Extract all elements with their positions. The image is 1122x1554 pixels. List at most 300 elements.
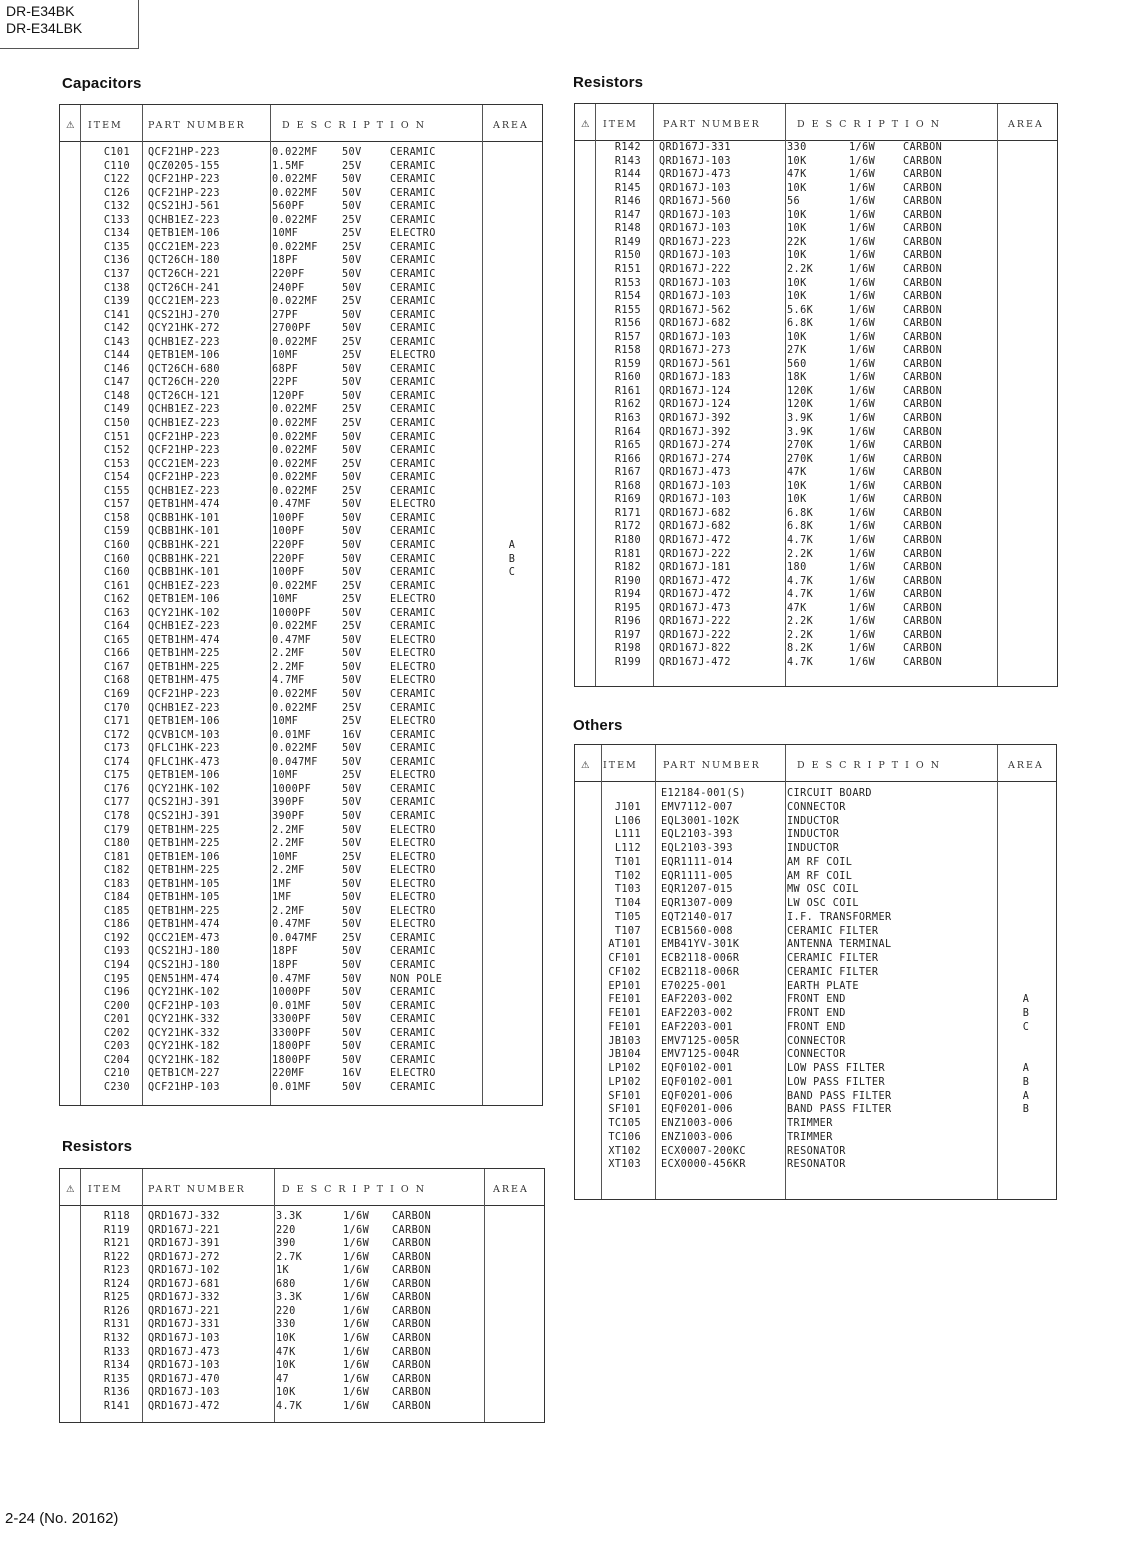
table-header [575,745,1056,782]
area-header: AREA [1008,119,1044,130]
value-cell: 10K [787,209,807,221]
part-number-cell: QCF21HP-223 [148,174,220,186]
description-cell: INDUCTOR [787,829,840,841]
value-cell: 2.2MF [272,838,305,850]
item-cell: JB103 [608,1035,641,1047]
value-cell: 10MF [272,716,299,728]
type-cell: CERAMIC [390,241,436,253]
item-cell: C172 [103,729,130,741]
type-cell: CERAMIC [390,255,436,267]
item-cell: L112 [614,843,641,854]
rating-cell: 1/6W [343,1346,370,1358]
rating-cell: 25V [342,160,362,172]
table-row [60,1237,544,1250]
value-cell: 2.2MF [272,865,305,877]
value-cell: 0.047MF [272,932,318,944]
rating-cell: 25V [342,458,362,470]
table-row [575,277,1057,290]
table-row [575,249,1057,262]
item-cell: R121 [103,1238,130,1250]
item-cell: C149 [103,404,130,416]
table-row [60,1081,542,1094]
rating-cell: 1/6W [849,562,876,574]
part-number-cell: E70225-001 [661,980,727,992]
type-cell: CERAMIC [390,932,436,944]
table-row [60,200,542,213]
value-cell: 68PF [272,363,299,375]
item-cell: C143 [103,336,130,348]
type-cell: CARBON [903,521,943,533]
item-cell: LP102 [608,1076,641,1088]
rating-cell: 50V [342,648,362,660]
value-cell: 4.7K [787,589,814,601]
type-cell: CARBON [903,480,943,492]
part-number-cell: QRD167J-472 [148,1400,220,1412]
type-cell: ELECTRO [390,892,436,904]
part-number-cell: QRD167J-103 [659,291,731,303]
model-name-1: DR-E34BK [6,3,75,19]
type-cell: CARBON [903,331,943,343]
area-cell: A [508,539,516,551]
type-cell: CERAMIC [390,1027,436,1039]
table-row [60,932,542,945]
description-cell: BAND PASS FILTER [787,1090,892,1102]
value-cell: 100PF [272,567,305,579]
description-cell: RESONATOR [787,1159,846,1171]
type-cell: ELECTRO [390,824,436,836]
table-row [60,864,542,877]
part-number-cell: QCT26CH-121 [148,390,220,402]
value-cell: 0.022MF [272,187,318,199]
table-row [575,1048,1056,1061]
table-row [575,168,1057,181]
description-cell: I.F. TRANSFORMER [787,911,892,923]
type-cell: CARBON [903,548,943,560]
description-cell: CONNECTOR [787,801,846,813]
part-number-cell: QRD167J-103 [148,1387,220,1399]
item-cell: R194 [614,589,641,601]
rating-cell: 1/6W [343,1387,370,1399]
table-row [575,412,1057,425]
value-cell: 0.022MF [272,743,318,755]
part-number-cell: QETB1HM-225 [148,648,220,660]
part-number-cell: EAF2203-001 [661,1021,733,1033]
item-cell: C148 [103,390,130,402]
description-cell: ANTENNA TERMINAL [787,939,892,951]
item-cell: FE101 [608,1021,641,1033]
type-cell: ELECTRO [390,905,436,917]
value-cell: 10K [787,250,807,262]
table-row [60,1346,544,1359]
rating-cell: 25V [342,296,362,308]
description-header: D E S C R I P T I O N [282,120,427,131]
part-number-cell: QRD167J-472 [659,534,731,546]
value-cell: 47K [787,467,807,479]
value-cell: 56 [787,196,801,208]
table-row [575,1145,1056,1158]
part-number-cell: QRD167J-391 [148,1238,220,1250]
rating-cell: 50V [342,987,362,999]
value-cell: 0.047MF [272,756,318,768]
item-cell: R163 [614,413,641,424]
item-cell: C179 [103,824,130,836]
part-number-cell: QCC21EM-223 [148,241,220,253]
description-cell: LOW PASS FILTER [787,1076,886,1088]
type-cell: CARBON [903,318,943,330]
table-row [60,661,542,674]
table-row [575,656,1057,669]
rating-cell: 1/6W [343,1400,370,1412]
item-cell: R198 [614,643,641,655]
rating-cell: 25V [342,851,362,863]
item-cell: R148 [614,223,641,235]
item-cell: R165 [614,440,641,452]
value-cell: 2.2MF [272,648,305,660]
others-title: Others [573,717,623,734]
rating-cell: 1/6W [849,453,876,465]
table-row [60,390,542,403]
rating-cell: 25V [342,580,362,592]
item-cell: JB104 [608,1049,641,1061]
table-row [575,1158,1056,1171]
item-cell: R134 [103,1360,130,1372]
table-row [575,344,1057,357]
value-cell: 2.2MF [272,661,305,673]
part-number-cell: QCF21HP-223 [148,445,220,457]
item-cell: R118 [103,1211,130,1222]
type-cell: CARBON [903,263,943,275]
table-row [60,403,542,416]
part-number-cell: QRD167J-103 [659,250,731,262]
type-cell: CERAMIC [390,377,436,389]
type-cell: CERAMIC [390,987,436,999]
item-cell: C194 [103,960,130,971]
part-number-cell: QCBB1HK-221 [148,539,220,551]
item-cell: T101 [614,856,641,868]
rating-cell: 1/6W [849,209,876,221]
model-name-box [0,0,139,49]
value-cell: 0.022MF [272,147,318,158]
rating-cell: 1/6W [849,589,876,601]
item-cell: T107 [614,925,641,937]
value-cell: 0.022MF [272,702,318,714]
value-cell: 10K [276,1360,296,1372]
rating-cell: 1/6W [849,331,876,343]
item-cell: C181 [103,851,130,863]
item-cell: R190 [614,575,641,587]
part-number-cell: QETB1HM-474 [148,634,220,646]
item-cell: R156 [614,318,641,330]
part-number-cell: QETB1EM-106 [148,851,220,863]
value-cell: 10MF [272,770,299,782]
part-number-cell: QETB1EM-106 [148,594,220,606]
table-row [60,796,542,809]
item-cell: R155 [614,304,641,316]
value-cell: 10MF [272,228,299,240]
part-number-cell: QCF21HP-223 [148,689,220,700]
part-number-cell: QCT26CH-241 [148,282,220,294]
description-cell: FRONT END [787,1008,846,1019]
value-cell: 0.022MF [272,336,318,348]
table-row [60,282,542,295]
type-cell: CERAMIC [390,960,436,971]
value-cell: 10K [787,223,807,235]
part-number-cell: QRD167J-102 [148,1265,220,1277]
value-cell: 220PF [272,268,305,280]
table-row [575,870,1056,883]
rating-cell: 50V [342,634,362,646]
part-number-cell: QCBB1HK-101 [148,512,220,524]
part-number-cell: QETB1EM-106 [148,716,220,728]
table-row [575,828,1056,841]
value-cell: 1.5MF [272,160,305,172]
value-cell: 3300PF [272,1027,312,1039]
item-cell: C192 [103,932,130,944]
part-number-cell: QETB1CM-227 [148,1068,220,1080]
description-header: D E S C R I P T I O N [282,1184,427,1195]
item-cell: C147 [103,377,130,389]
part-number-cell: QRD167J-682 [659,318,731,330]
item-cell: C154 [103,472,130,484]
type-cell: CERAMIC [390,431,436,443]
type-cell: CERAMIC [390,214,436,226]
table-row [60,1373,544,1386]
table-row [60,891,542,904]
item-cell: TC105 [608,1118,641,1129]
rating-cell: 50V [342,255,362,267]
table-row [60,227,542,240]
value-cell: 0.47MF [272,919,312,931]
type-cell: CARBON [903,385,943,397]
item-cell: C162 [103,594,130,606]
part-number-cell: QCY21HK-102 [148,607,220,619]
type-cell: CERAMIC [390,607,436,619]
item-cell: R144 [614,169,641,181]
table-row [575,222,1057,235]
resistors-right-table [574,103,1058,687]
rating-cell: 1/6W [849,426,876,438]
item-cell: C157 [103,499,130,511]
item-cell: C158 [103,512,130,524]
table-row [575,1035,1056,1048]
type-cell: CARBON [903,196,943,208]
part-number-cell: QCC21EM-223 [148,458,220,470]
value-cell: 18K [787,372,807,384]
type-cell: CERAMIC [390,512,436,524]
type-cell: CERAMIC [390,1000,436,1012]
table-row [60,1067,542,1080]
item-cell: R146 [614,196,641,208]
table-row [60,214,542,227]
type-cell: ELECTRO [390,675,436,687]
type-cell: ELECTRO [390,865,436,877]
value-cell: 3300PF [272,1014,312,1026]
item-cell: XT103 [608,1159,641,1171]
rating-cell: 25V [342,404,362,416]
table-row [60,417,542,430]
value-cell: 0.022MF [272,445,318,457]
item-cell: C210 [103,1068,130,1080]
table-row [60,1332,544,1345]
description-cell: MW OSC COIL [787,884,859,896]
type-cell: CARBON [903,358,943,370]
type-cell: CARBON [903,236,943,248]
type-cell: CARBON [392,1387,432,1399]
type-cell: ELECTRO [390,634,436,646]
type-cell: CARBON [903,602,943,614]
type-cell: ELECTRO [390,228,436,240]
part-number-cell: QRD167J-223 [659,236,731,248]
rating-cell: 1/6W [849,440,876,452]
part-number-cell: QRD167J-273 [659,345,731,357]
type-cell: CARBON [392,1373,432,1385]
part-number-cell: QCY21HK-332 [148,1014,220,1026]
rating-cell: 50V [342,919,362,931]
rating-cell: 25V [342,932,362,944]
part-number-cell: QETB1HM-474 [148,499,220,511]
part-number-cell: QRD167J-473 [659,467,731,479]
item-cell: C185 [103,905,130,917]
rating-cell: 50V [342,377,362,389]
part-number-cell: QCBB1HK-101 [148,526,220,538]
mark-icon: ⚠ [66,1184,77,1195]
part-number-cell: EQR1307-009 [661,898,733,909]
model-name-2: DR-E34LBK [6,20,83,36]
rating-cell: 1/6W [849,277,876,289]
item-cell: FE101 [608,1008,641,1019]
part-number-cell: QRD167J-103 [659,480,731,492]
part-number-cell: QRD167J-472 [659,656,731,668]
item-cell: R169 [614,494,641,506]
rating-cell: 50V [342,539,362,551]
item-cell: C203 [103,1041,130,1053]
part-number-cell: EQF0201-006 [661,1104,733,1116]
table-row [60,485,542,498]
part-number-cell: EMB41YV-301K [661,939,740,951]
value-cell: 6.8K [787,521,814,533]
value-cell: 0.022MF [272,431,318,443]
item-header: ITEM [603,119,638,130]
table-row [60,959,542,972]
type-cell: CARBON [903,656,943,668]
table-row [60,1040,542,1053]
rating-cell: 25V [342,214,362,226]
table-row [575,385,1057,398]
capacitors-table [59,104,543,1106]
table-row [60,878,542,891]
value-cell: 1800PF [272,1041,312,1053]
part-number-cell: QRD167J-561 [659,358,731,370]
item-cell: C177 [103,797,130,809]
value-cell: 10K [787,480,807,492]
value-cell: 47 [276,1373,290,1385]
type-cell: CERAMIC [390,702,436,714]
part-number-cell: QRD167J-181 [659,562,731,574]
table-row [575,398,1057,411]
item-cell: R126 [103,1305,130,1317]
part-number-cell: QCHB1EZ-223 [148,485,220,497]
value-cell: 2.2MF [272,905,305,917]
value-cell: 0.01MF [272,729,312,741]
type-cell: CERAMIC [390,323,436,335]
table-row [60,295,542,308]
type-cell: CERAMIC [390,363,436,375]
rating-cell: 16V [342,729,362,741]
rating-cell: 25V [342,770,362,782]
value-cell: 120K [787,399,814,411]
value-cell: 0.022MF [272,174,318,186]
item-cell: C144 [103,350,130,362]
area-cell: C [508,567,516,579]
value-cell: 6.8K [787,507,814,519]
value-cell: 270K [787,453,814,465]
value-cell: 220PF [272,539,305,551]
table-header [60,105,542,142]
table-row [60,851,542,864]
value-cell: 1000PF [272,607,312,619]
table-row [575,1131,1056,1144]
part-number-cell: QCY21HK-332 [148,1027,220,1039]
part-number-cell: QETB1EM-106 [148,350,220,362]
part-number-cell: QETB1HM-225 [148,865,220,877]
item-cell: C122 [103,174,130,186]
description-cell: EARTH PLATE [787,980,859,992]
rating-cell: 50V [342,553,362,565]
rating-cell: 50V [342,201,362,213]
rating-cell: 50V [342,282,362,294]
type-cell: CARBON [903,345,943,357]
type-cell: CARBON [903,534,943,546]
rating-cell: 50V [342,472,362,484]
table-row [60,146,542,159]
table-row [60,973,542,986]
type-cell: CARBON [903,304,943,316]
value-cell: 680 [276,1278,296,1290]
part-number-cell: QCBB1HK-221 [148,553,220,565]
value-cell: 47K [787,169,807,181]
value-cell: 0.47MF [272,499,312,511]
table-row [575,815,1056,828]
part-number-cell: QCF21HP-223 [148,431,220,443]
value-cell: 10K [787,155,807,167]
table-row [575,548,1057,561]
rating-cell: 50V [342,499,362,511]
part-number-cell: QCHB1EZ-223 [148,404,220,416]
rating-cell: 50V [342,675,362,687]
item-cell: L111 [614,829,641,841]
item-cell: C193 [103,946,130,958]
part-number-cell: QCY21HK-102 [148,987,220,999]
description-cell: CERAMIC FILTER [787,953,879,964]
part-number-cell: QCY21HK-182 [148,1041,220,1053]
table-row [60,593,542,606]
part-number-cell: ENZ1003-006 [661,1118,733,1129]
type-cell: CARBON [903,616,943,628]
type-cell: CARBON [903,413,943,424]
rating-cell: 1/6W [849,155,876,167]
rating-cell: 1/6W [849,575,876,587]
table-row [60,268,542,281]
type-cell: CERAMIC [390,1054,436,1066]
table-row [60,756,542,769]
part-number-cell: QCT26CH-180 [148,255,220,267]
table-row [60,824,542,837]
rating-cell: 1/6W [849,372,876,384]
table-row [575,466,1057,479]
value-cell: 0.022MF [272,214,318,226]
item-cell: R141 [103,1400,130,1412]
part-number-cell: QRD167J-560 [659,196,731,208]
